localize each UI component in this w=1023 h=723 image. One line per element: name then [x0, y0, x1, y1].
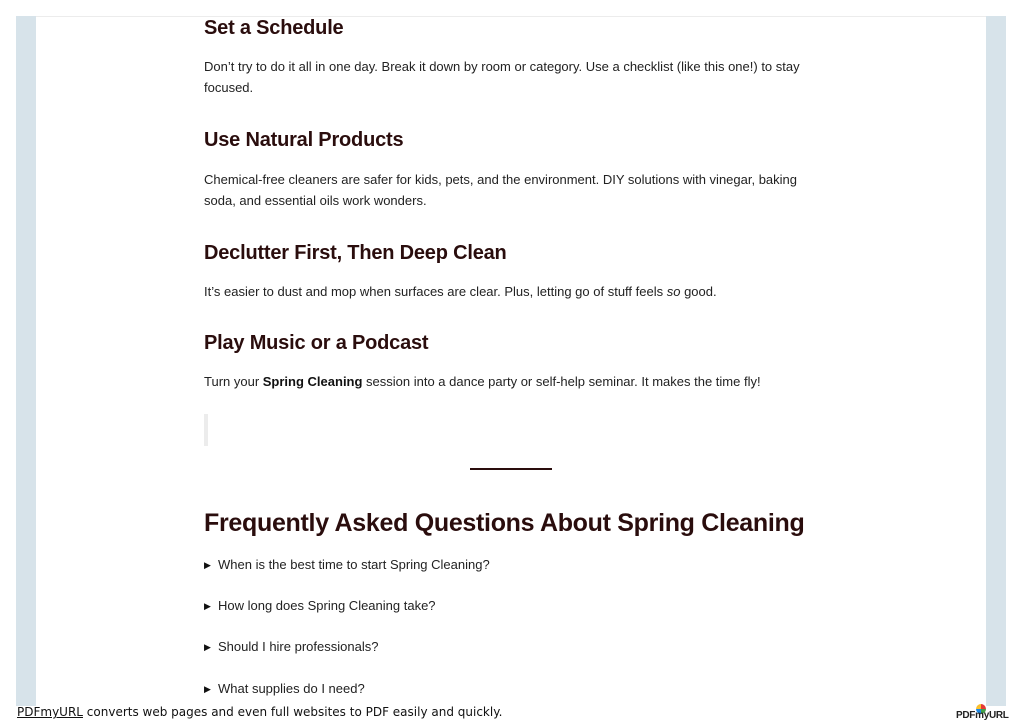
disclosure-triangle-icon: ▶	[204, 684, 211, 694]
emphasis-text: so	[666, 284, 681, 299]
logo-text: PDFmyURL	[956, 710, 1009, 721]
pdf-footer	[17, 705, 502, 719]
faq-item[interactable]	[204, 681, 365, 696]
heading-use-natural-products: Use Natural Products	[204, 129, 404, 151]
disclosure-triangle-icon: ▶	[204, 560, 211, 570]
footer-text: converts web pages and even full websites to PDF easily and quickly.	[82, 705, 503, 719]
heading-set-a-schedule: Set a Schedule	[204, 17, 344, 39]
heading-play-music: Play Music or a Podcast	[204, 332, 429, 354]
faq-item[interactable]	[204, 639, 378, 654]
page-top-border	[36, 16, 986, 17]
bold-text: Spring Cleaning	[262, 374, 363, 389]
disclosure-triangle-icon: ▶	[204, 601, 211, 611]
blockquote-bar	[204, 414, 208, 446]
paragraph-set-a-schedule: Don’t try to do it all in one day. Break it down by room or category. Use a checklist (like this one!) to stay focused.	[204, 59, 800, 95]
pdfmyurl-logo[interactable]	[956, 704, 1008, 722]
faq-question: When is the best time to start Spring Cleaning?	[218, 557, 490, 572]
disclosure-triangle-icon: ▶	[204, 642, 211, 652]
faq-question: What supplies do I need?	[218, 681, 365, 696]
paragraph-text: Turn your	[204, 374, 263, 389]
faq-title: Frequently Asked Questions About Spring Cleaning	[204, 509, 805, 537]
paragraph-play-music	[204, 371, 814, 392]
faq-question: Should I hire professionals?	[218, 639, 379, 654]
page-border-right	[986, 16, 1006, 706]
heading-declutter-first: Declutter First, Then Deep Clean	[204, 242, 507, 264]
faq-item[interactable]	[204, 598, 436, 613]
faq-item[interactable]	[204, 557, 490, 572]
paragraph-use-natural-products: Chemical-free cleaners are safer for kids, pets, and the environment. DIY solutions with vinegar, baking soda, and essential oils work wonders.	[204, 172, 798, 208]
paragraph-text: good.	[680, 284, 717, 299]
page-border-left	[16, 16, 36, 706]
pdfmyurl-link[interactable]: PDFmyURL	[17, 705, 83, 719]
section-divider	[470, 468, 552, 470]
paragraph-text: session into a dance party or self-help seminar. It makes the time fly!	[362, 374, 761, 389]
paragraph-text: It’s easier to dust and mop when surfaces are clear. Plus, letting go of stuff feels	[204, 284, 667, 299]
faq-question: How long does Spring Cleaning take?	[218, 598, 436, 613]
paragraph-declutter-first	[204, 281, 814, 302]
